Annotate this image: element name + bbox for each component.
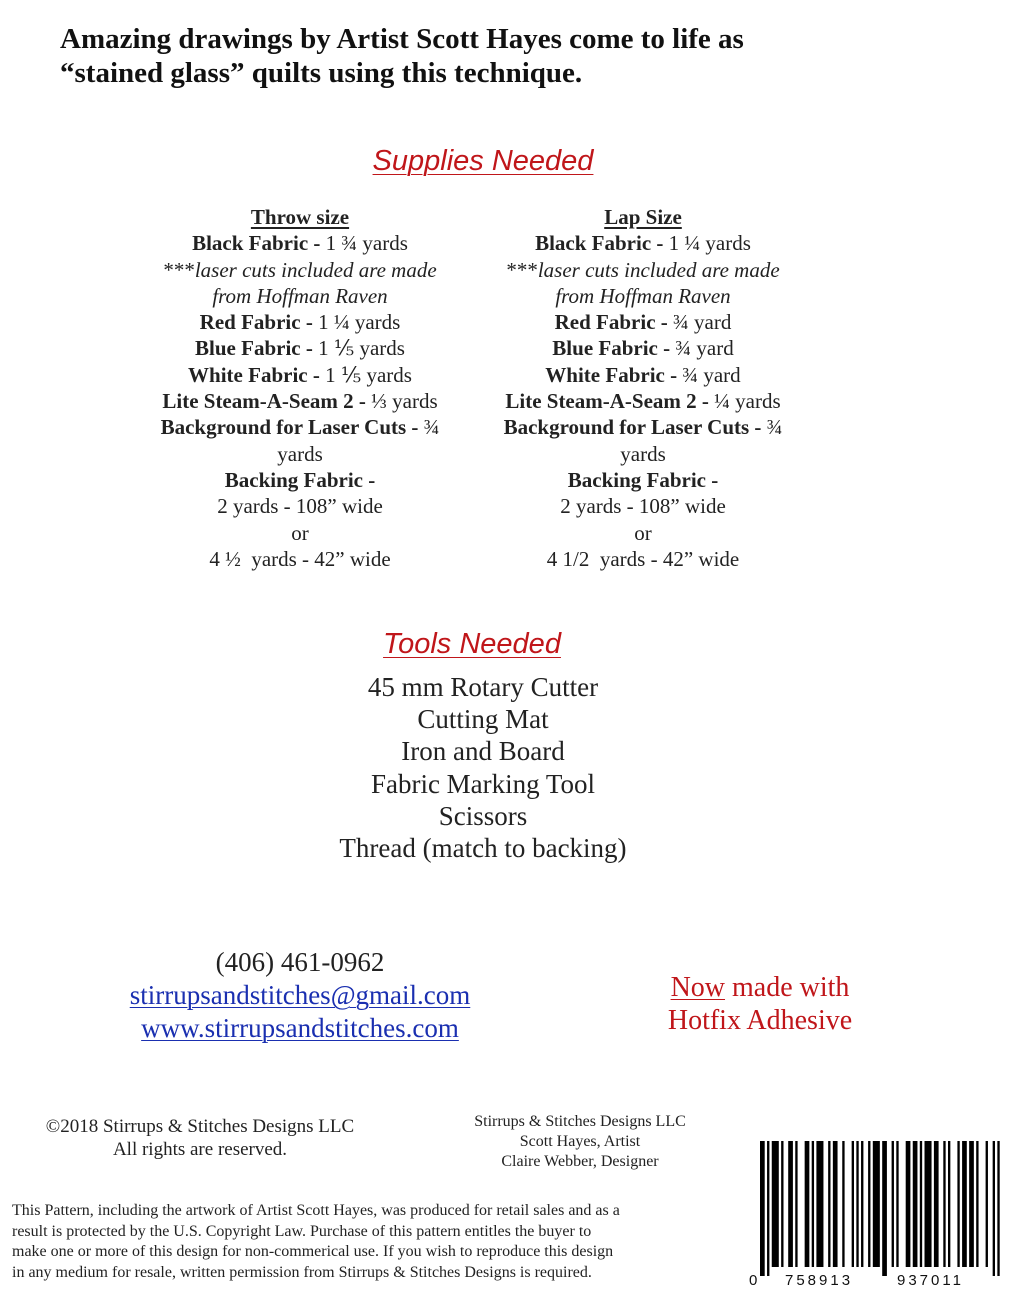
- credits-artist: Scott Hayes, Artist: [519, 1133, 641, 1150]
- barcode-digit-first: 0: [749, 1272, 758, 1289]
- throw-black-fabric: Black Fabric - 1 ¾ yards: [192, 231, 408, 256]
- tool-item: Fabric Marking Tool: [370, 768, 596, 799]
- tool-item: Scissors: [438, 800, 528, 831]
- barcode-bar: [969, 1141, 974, 1267]
- lap-backing-or: or: [634, 520, 652, 545]
- throw-backing-line-1: 2 yards - 108” wide: [217, 494, 383, 519]
- throw-backing-or: or: [291, 520, 309, 545]
- barcode-bar: [781, 1141, 783, 1267]
- credits-block: [430, 1112, 730, 1172]
- tool-item: Cutting Mat: [417, 704, 549, 735]
- throw-backing-line-2: 4 ½ yards - 42” wide: [209, 546, 391, 571]
- supplies-title: Supplies Needed: [372, 145, 594, 177]
- barcode-bar: [896, 1141, 898, 1267]
- tool-item: Thread (match to backing): [339, 833, 627, 864]
- lap-size-column: [473, 204, 813, 572]
- barcode-bar: [906, 1141, 911, 1267]
- tool-item: 45 mm Rotary Cutter: [367, 672, 599, 702]
- copyright-line-2: All rights are reserved.: [112, 1139, 288, 1160]
- barcode-bar: [892, 1141, 894, 1267]
- lap-backing-fabric: Backing Fabric -: [567, 467, 719, 492]
- throw-white-fabric: White Fabric - 1 ⅕ yards: [188, 362, 412, 387]
- tools-title: Tools Needed: [383, 628, 561, 660]
- contact-block: [70, 946, 530, 1045]
- lap-black-fabric: Black Fabric - 1 ¼ yards: [535, 231, 751, 256]
- lap-background-laser: Background for Laser Cuts - ¾: [503, 415, 783, 440]
- hotfix-promo: [620, 971, 900, 1037]
- barcode-bar: [868, 1141, 870, 1267]
- lap-white-fabric: White Fabric - ¾ yard: [545, 362, 741, 387]
- legal-line-3: make one or more of this design for non-commerical use. If you wish to reproduce this design: [12, 1243, 614, 1260]
- throw-red-fabric: Red Fabric - 1 ¼ yards: [199, 310, 401, 335]
- barcode-bar: [861, 1141, 863, 1267]
- lap-laser-note: ***laser cuts included are made: [506, 257, 780, 282]
- credits-company: Stirrups & Stitches Designs LLC: [474, 1113, 686, 1130]
- barcode-bar: [873, 1141, 880, 1267]
- lap-laser-note-2: from Hoffman Raven: [555, 283, 731, 308]
- legal-line-2: result is protected by the U.S. Copyright Law. Purchase of this pattern entitles the buyer to: [12, 1222, 592, 1240]
- throw-size-header: Throw size: [250, 205, 350, 229]
- throw-backing-fabric: Backing Fabric -: [224, 467, 376, 492]
- promo-line-1: Now made with: [670, 972, 850, 1003]
- lap-backing-line-2: 4 1/2 yards - 42” wide: [546, 546, 740, 571]
- barcode-bar: [842, 1141, 844, 1267]
- barcode-bar: [986, 1141, 988, 1267]
- barcode-bar: [772, 1141, 779, 1267]
- email-link[interactable]: stirrupsandstitches@gmail.com: [129, 980, 471, 1010]
- barcode-digits-right: 937011: [897, 1272, 964, 1289]
- barcode-bar: [962, 1141, 967, 1267]
- lap-steam-a-seam: Lite Steam-A-Seam 2 - ¼ yards: [505, 389, 781, 414]
- barcode-bar: [957, 1141, 959, 1267]
- barcode-bar: [920, 1141, 922, 1267]
- legal-line-1: This Pattern, including the artwork of Artist Scott Hayes, was produced for retail sales and as a: [12, 1202, 620, 1219]
- barcode-bar: [925, 1141, 932, 1267]
- lap-red-fabric: Red Fabric - ¾ yard: [554, 310, 732, 335]
- barcode-bar: [852, 1141, 854, 1267]
- barcode-digits-left: 758913: [785, 1272, 854, 1289]
- barcode-bar: [833, 1141, 838, 1267]
- tool-item: Iron and Board: [401, 736, 565, 767]
- barcode-bar: [913, 1141, 918, 1267]
- copyright-line-1: ©2018 Stirrups & Stitches Designs LLC: [45, 1116, 355, 1137]
- barcode-bar: [948, 1141, 950, 1267]
- barcode-bar: [976, 1141, 978, 1267]
- barcode-bars: [760, 1141, 1005, 1276]
- barcode-bar: [997, 1141, 999, 1276]
- headline-line-2: “stained glass” quilts using this technique.: [60, 57, 583, 89]
- barcode-bar: [993, 1141, 995, 1276]
- lap-background-laser-unit: yards: [620, 441, 666, 466]
- copyright-notice: [20, 1115, 380, 1161]
- barcode-bar: [882, 1141, 887, 1276]
- tools-list: [283, 671, 683, 864]
- barcode-bar: [856, 1141, 858, 1267]
- headline-line-1: Amazing drawings by Artist Scott Hayes come to life as: [60, 23, 744, 55]
- throw-steam-a-seam: Lite Steam-A-Seam 2 - ⅓ yards: [162, 389, 438, 414]
- throw-laser-note-2: from Hoffman Raven: [212, 283, 388, 308]
- barcode-bar: [760, 1141, 765, 1276]
- lap-blue-fabric: Blue Fabric - ¾ yard: [552, 336, 734, 361]
- barcode-bar: [943, 1141, 945, 1267]
- throw-background-laser-unit: yards: [277, 441, 323, 466]
- lap-backing-line-1: 2 yards - 108” wide: [560, 494, 726, 519]
- credits-designer: Claire Webber, Designer: [501, 1153, 659, 1170]
- legal-line-4: in any medium for resale, written permission from Stirrups & Stitches Designs is required.: [12, 1263, 592, 1281]
- throw-size-column: [130, 204, 470, 572]
- barcode-bar: [816, 1141, 823, 1267]
- barcode-bar: [805, 1141, 810, 1267]
- barcode-bar: [788, 1141, 793, 1267]
- throw-laser-note: ***laser cuts included are made: [163, 257, 437, 282]
- legal-notice: [12, 1201, 742, 1283]
- throw-background-laser: Background for Laser Cuts - ¾: [160, 415, 440, 440]
- headline: [60, 22, 960, 90]
- barcode-bar: [795, 1141, 797, 1267]
- promo-line-2: Hotfix Adhesive: [667, 1005, 853, 1036]
- barcode-bar: [828, 1141, 830, 1267]
- barcode-bar: [767, 1141, 769, 1276]
- lap-size-header: Lap Size: [604, 205, 682, 229]
- upc-barcode: [745, 1135, 1017, 1300]
- phone-number: (406) 461-0962: [215, 947, 385, 977]
- throw-blue-fabric: Blue Fabric - 1 ⅕ yards: [195, 336, 405, 361]
- barcode-bar: [934, 1141, 939, 1267]
- barcode-bar: [812, 1141, 814, 1267]
- website-link[interactable]: www.stirrupsandstitches.com: [141, 1013, 459, 1043]
